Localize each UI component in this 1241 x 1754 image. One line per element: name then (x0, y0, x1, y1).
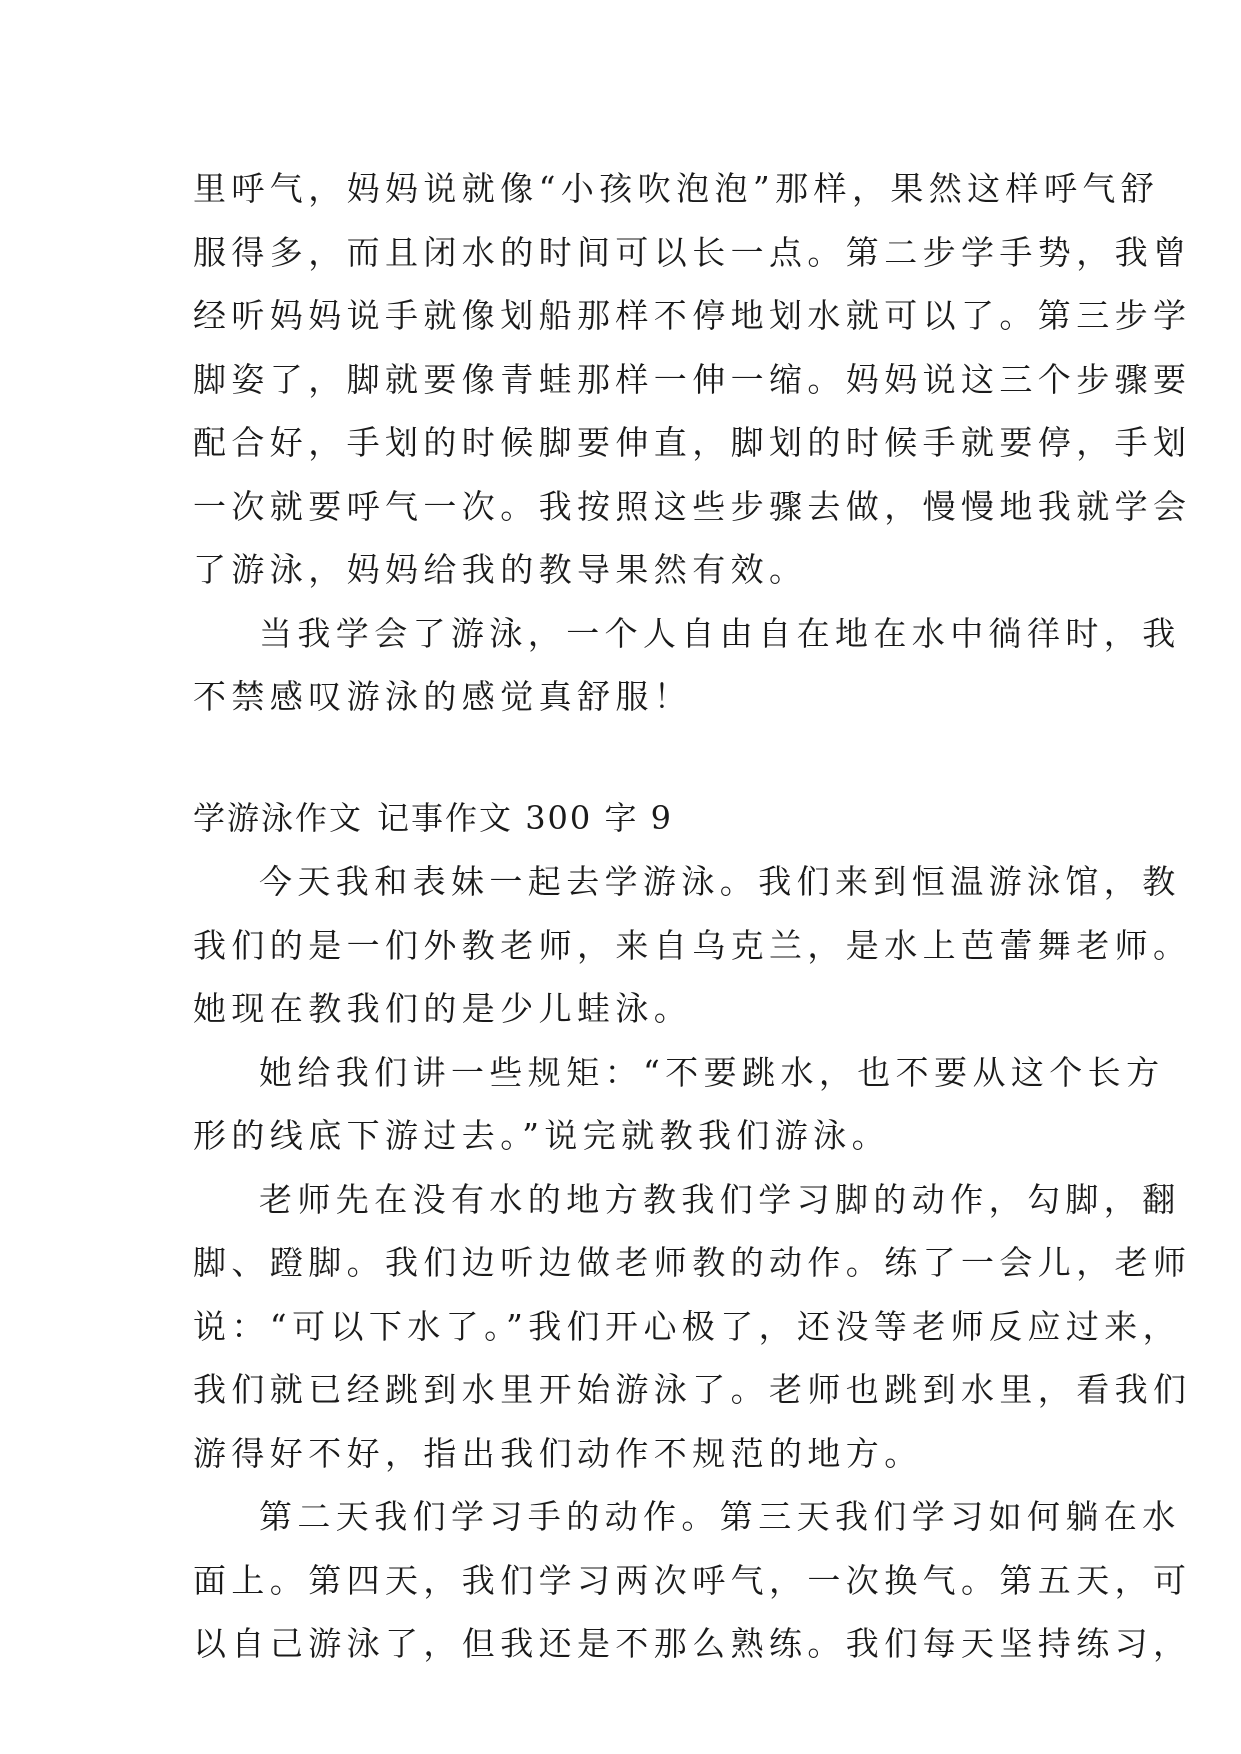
text-line: 她现在教我们的是少儿蛙泳。 (193, 989, 693, 1028)
text-line: 她给我们讲一些规矩：“不要跳水，也不要从这个长方 (259, 1052, 1165, 1092)
paragraph-continued (193, 157, 1192, 602)
section-heading-subtitle: 记事作文 300 字 9 (377, 798, 673, 837)
section-heading-title: 学游泳作文 (193, 798, 364, 837)
text-line: 不禁感叹游泳的感觉真舒服！ (193, 677, 693, 716)
text-line: 形的线底下游过去。”说完就教我们游泳。 (193, 1116, 890, 1155)
text-line: 以自己游泳了，但我还是不那么熟练。我们每天坚持练习， (193, 1624, 1192, 1663)
text-line: 面上。第四天，我们学习两次呼气，一次换气。第五天，可 (193, 1560, 1192, 1600)
text-line: 脚姿了，脚就要像青蛙那样一伸一缩。妈妈说这三个步骤要 (193, 359, 1192, 399)
section-heading (193, 787, 1055, 851)
section-spacer (193, 729, 1055, 787)
text-line: 里呼气，妈妈说就像“小孩吹泡泡”那样，果然这样呼气舒 (193, 169, 1160, 208)
text-line: 当我学会了游泳，一个人自由自在地在水中徜徉时，我 (259, 613, 1181, 653)
paragraph-closing (193, 602, 1181, 729)
article-paragraph-2 (193, 1041, 1165, 1168)
text-line: 服得多，而且闭水的时间可以长一点。第二步学手势，我曾 (193, 232, 1192, 272)
text-line: 脚、蹬脚。我们边听边做老师教的动作。练了一会儿，老师 (193, 1243, 1192, 1282)
text-line: 配合好，手划的时候脚要伸直，脚划的时候手就要停，手划 (193, 423, 1192, 462)
text-line: 说：“可以下水了。”我们开心极了，还没等老师反应过来， (193, 1306, 1182, 1346)
text-line: 了游泳，妈妈给我的教导果然有效。 (193, 550, 808, 589)
document-body (193, 157, 1192, 1676)
article-paragraph-4 (193, 1485, 1192, 1676)
text-line: 经听妈妈说手就像划船那样不停地划水就可以了。第三步学 (193, 296, 1192, 335)
text-line: 游得好不好，指出我们动作不规范的地方。 (193, 1433, 923, 1473)
text-line: 今天我和表妹一起去学游泳。我们来到恒温游泳馆，教 (259, 862, 1181, 901)
text-line: 老师先在没有水的地方教我们学习脚的动作，勾脚，翻 (259, 1179, 1181, 1219)
article-paragraph-3 (193, 1168, 1192, 1486)
text-line: 一次就要呼气一次。我按照这些步骤去做，慢慢地我就学会 (193, 486, 1192, 526)
article-paragraph-1 (193, 850, 1192, 1041)
text-line: 我们的是一们外教老师，来自乌克兰，是水上芭蕾舞老师。 (193, 925, 1192, 965)
text-line: 第二天我们学习手的动作。第三天我们学习如何躺在水 (259, 1497, 1181, 1536)
text-line: 我们就已经跳到水里开始游泳了。老师也跳到水里，看我们 (193, 1370, 1192, 1409)
